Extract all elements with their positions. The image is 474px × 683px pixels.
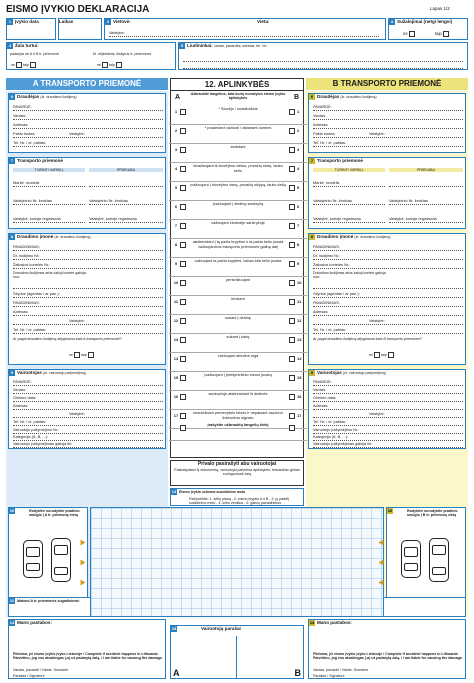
circumstance-row bbox=[169, 315, 307, 334]
column-label-b: B bbox=[293, 94, 299, 101]
row-number-b: 4 bbox=[297, 166, 300, 171]
circumstance-label: sukant į kairę bbox=[226, 334, 250, 339]
row-number-a: 2 bbox=[174, 128, 178, 133]
row-number-a: 3 bbox=[174, 147, 178, 152]
section-7-vehicle-b: 7 Transporto priemonė TURINTI VARIKLĮ PRIEKABA Markė, modelis Valstybinio Nr. ženklas Valstybinio Nr. ženklas Valstybė, kurioje registruota Valstybė, kurioje registruota bbox=[308, 157, 466, 229]
circumstance-b-checkbox[interactable] bbox=[289, 109, 295, 115]
section-12-title: 12. APLINKYBĖS bbox=[171, 79, 303, 91]
column-label-a: A bbox=[175, 94, 181, 101]
row-number-a: 7 bbox=[174, 223, 178, 228]
circumstance-a-checkbox[interactable] bbox=[180, 337, 186, 343]
row-number-b: 16 bbox=[297, 394, 302, 399]
row-number-a: 13 bbox=[173, 337, 179, 342]
row-number-b: 12 bbox=[297, 318, 302, 323]
circumstance-label: važiuojant atbuline eiga bbox=[217, 353, 259, 358]
circumstance-a-checkbox[interactable] bbox=[180, 318, 186, 324]
impact-arrow-icon[interactable] bbox=[81, 540, 86, 546]
circumstances-list bbox=[169, 106, 307, 446]
impact-arrow-icon[interactable] bbox=[379, 540, 384, 546]
row-number-a: 10 bbox=[173, 280, 179, 285]
row-number-a: 12 bbox=[173, 318, 179, 323]
circumstance-a-checkbox[interactable] bbox=[180, 413, 186, 419]
circumstance-a-checkbox[interactable] bbox=[180, 375, 186, 381]
covered-a-no-checkbox[interactable] bbox=[74, 352, 80, 358]
damage-other-yes-checkbox[interactable] bbox=[30, 62, 36, 68]
circumstance-label: įvažiuojant į priešpriešinio eismo juostą bbox=[204, 372, 272, 377]
covered-a-yes-checkbox[interactable] bbox=[88, 352, 94, 358]
section-10-impact-b: 10 Rodyklėe nurodykite pradinio smūgio į B tr. priemonę vietą bbox=[386, 507, 466, 613]
circumstance-b-checkbox[interactable] bbox=[289, 280, 295, 286]
circumstance-b-checkbox[interactable] bbox=[289, 261, 295, 267]
field-date[interactable]: 1 Įvykio data bbox=[6, 18, 56, 40]
circumstance-row bbox=[169, 239, 307, 258]
row-number-b: 3 bbox=[297, 147, 300, 152]
circumstance-a-checkbox[interactable] bbox=[180, 109, 186, 115]
circumstance-b-checkbox[interactable] bbox=[289, 242, 295, 248]
row-number-a: 14 bbox=[173, 356, 179, 361]
damage-objects-no-checkbox[interactable] bbox=[102, 62, 108, 68]
truck-top-view-b[interactable] bbox=[429, 538, 449, 582]
circumstance-label: važiuojant ta pačia kryptimi, tačiau kita kelio juosta bbox=[194, 258, 282, 263]
row-number-a: 6 bbox=[174, 204, 178, 209]
car-top-view-b[interactable] bbox=[401, 540, 421, 578]
circumstance-label: nesuteikiant pirmenybės teisės ir nepaisant raudono šviesoforo signalo bbox=[193, 410, 283, 420]
circumstance-row bbox=[169, 296, 307, 315]
covered-b-yes-checkbox[interactable] bbox=[388, 352, 394, 358]
circumstance-a-checkbox[interactable] bbox=[180, 280, 186, 286]
circumstance-b-checkbox[interactable] bbox=[289, 318, 295, 324]
circumstance-row bbox=[169, 163, 307, 182]
section-9-driver-b: 9 Vairuotojas (žr. vairuotojo pažymėjimą) PAVARDĖ: Vardas: Gimimo data: Adresas: Valstybė: Tel. Nr. / el. paštas: Vairuotojo pažymėjimo Nr.: Kategorija (A, B, ...): Vairuotojo pažymėjimas galioja iki: bbox=[308, 369, 466, 449]
circumstance-b-checkbox[interactable] bbox=[289, 166, 295, 172]
field-witnesses[interactable]: 5 Liudininkai: vardai, pavardės, adresai, tel. Nr.: bbox=[178, 42, 468, 70]
row-number-a: 5 bbox=[174, 185, 178, 190]
row-number-a: 16 bbox=[173, 394, 179, 399]
page-number: Lapas 1/2 bbox=[430, 6, 450, 11]
circumstance-row bbox=[169, 422, 307, 441]
circumstance-a-checkbox[interactable] bbox=[180, 223, 186, 229]
row-number-a: 9 bbox=[174, 261, 178, 266]
circumstance-a-checkbox[interactable] bbox=[180, 261, 186, 267]
circumstance-b-checkbox[interactable] bbox=[289, 223, 295, 229]
row-number-b: 10 bbox=[297, 280, 302, 285]
truck-top-view-a[interactable] bbox=[51, 538, 71, 582]
circumstance-a-checkbox[interactable] bbox=[180, 394, 186, 400]
section-8-insurer-a: 8 Draudimo įmonė (žr. draudimo liudijimą) PAVADINIMAS: Dr. liudijimo Nr.: Žaliosios kortelės Nr.: Draudimo liudijimas arba žalioji kortelė galioja nuo: Skyrius (agentas / ar pan.): PAVADINIMAS: Adresas: Valstybė: Tel. Nr. / el. paštas: Ar pagal draudimo liudijimą atlyginama žala A transporto priemonei? ne taip bbox=[8, 233, 166, 365]
impact-arrow-icon[interactable] bbox=[379, 580, 384, 586]
signature-notice: Privalo pasirašyti abu vairuotojai Pasirašydami šį dokumentą, vairuotojai patvirtina aplinkybes, teisiančias geriau suringuotuoti žalą bbox=[170, 460, 304, 486]
circumstance-a-checkbox[interactable] bbox=[180, 128, 186, 134]
field-time[interactable]: Laikas bbox=[58, 18, 102, 40]
row-number-b: 9 bbox=[297, 261, 300, 266]
row-number-a: 15 bbox=[173, 375, 179, 380]
covered-b-no-checkbox[interactable] bbox=[374, 352, 380, 358]
circumstance-b-checkbox[interactable] bbox=[289, 413, 295, 419]
row-number-b: 1 bbox=[297, 109, 300, 114]
section-6-policyholder-b: 6 Draudėjas (žr. draudimo liudijimą) PAVARDĖ: Vardas: Adresas: Pašto kodas: Valstybė: Tel. Nr. / el. paštas: bbox=[308, 93, 466, 153]
circumstance-a-checkbox[interactable] bbox=[180, 242, 186, 248]
circumstance-row bbox=[169, 353, 307, 372]
circumstance-label: * Stovėjo / sustabdžius bbox=[218, 106, 258, 111]
circumstance-label: įrašykite užbrauktų langelių kiekį bbox=[207, 422, 269, 428]
circumstance-row bbox=[169, 277, 307, 296]
injuries-no-checkbox[interactable] bbox=[409, 31, 415, 37]
field-property-damage: 4 Žala turtui: padaryta ne A ir B tr. priemonei M. objektams, išskyrus tr. priemones ne taip ne taip bbox=[6, 42, 176, 70]
circumstance-row bbox=[169, 125, 307, 144]
circumstance-label: važiuojant žiedinėje sankryžoje bbox=[211, 220, 265, 225]
row-number-a: 4 bbox=[174, 166, 178, 171]
row-number-a: 17 bbox=[173, 413, 179, 418]
circumstance-row bbox=[169, 144, 307, 163]
signature-a[interactable]: A bbox=[171, 636, 237, 678]
section-13-sketch-header: 13 Eismo įvykio schema susidūrimo metu Pažymėkite: 1. kelių planą - 2. eismo kryptis A ir B - 3. jų padėtį susidūrimo metu - 4. kelio ženklus - 5. gatvių pavadinimus bbox=[170, 488, 304, 506]
accident-sketch-canvas[interactable] bbox=[90, 507, 384, 617]
car-top-view-a[interactable] bbox=[23, 540, 43, 578]
circumstance-label: persirikiuojant bbox=[225, 277, 250, 282]
circumstance-b-checkbox[interactable] bbox=[289, 147, 295, 153]
row-number-b: 7 bbox=[297, 223, 300, 228]
row-number-b: 8 bbox=[297, 242, 300, 247]
section-12-circumstances: 12. APLINKYBĖS A B Užbraukite langelius, žala kurių nurodytos eismo įvykio aplinkybės 1 * Stovėjo / sustabdžius 1 2 * pradedant važiuoti / atidarant dureles 2 3 stabdant 3 4 išvažiuojant iš stovėjimo vietos, privačių stotų, lauko kelio 4 5 įvažiuojant į stovėjimo vietą, privačių sklypą, lauko kelią 5 6 įvažiuojant į žiedinę sankryžą 6 7 važiuojant žiedinėje sankryžoje 7 8 atsitrenkiant į tą pačia kryptimi ir ta pačia kelio juosta važiuojančios transporto priemonės galinę dalį 8 9 važiuojant ta pačia kryptimi, tačiau kita kelio juosta 9 10 persirikiuojant 10 11 lenkiant 11 12 sukant į dešinę 12 13 sukant į kairę 13 14 važiuojant atbuline eiga 14 15 įvažiuojant į priešpriešinio eismo juostą 15 16 sankryžoje atsitrenkiant iš dešinės 16 17 nesuteikiant pirmenybės teisės ir nepaisant raudono šviesoforo signalo 17 įrašykite užbrauktų langelių kiekį bbox=[170, 78, 304, 458]
circumstance-b-checkbox[interactable] bbox=[289, 337, 295, 343]
field-location[interactable]: 2 Vietovė: Vieta: Valstybė: bbox=[104, 18, 386, 40]
row-number-a: 1 bbox=[174, 109, 178, 114]
section-9-driver-a: 9 Vairuotojas (žr. vairuotojo pažymėjimą) PAVARDĖ: Vardas: Gimimo data: Adresas: Valstybė: Tel. Nr. / el. paštas: Vairuotojo pažymėjimo Nr.: Kategorija (A, B, ...): Vairuotojo pažymėjimas galioja iki: bbox=[8, 369, 166, 449]
row-number-b: 13 bbox=[297, 337, 302, 342]
circumstance-label: lenkiant bbox=[231, 296, 245, 301]
circumstance-a-checkbox[interactable] bbox=[180, 185, 186, 191]
row-number-a: 11 bbox=[173, 299, 179, 304]
circumstance-b-checkbox[interactable] bbox=[289, 185, 295, 191]
damage-other-no-checkbox[interactable] bbox=[16, 62, 22, 68]
impact-arrow-icon[interactable] bbox=[379, 560, 384, 566]
row-number-b: 15 bbox=[297, 375, 302, 380]
row-number-b: 11 bbox=[297, 299, 302, 304]
circumstance-b-checkbox[interactable] bbox=[289, 425, 295, 431]
field-injuries: 3 Sužalojimai (netgi lengvi) ne taip bbox=[388, 18, 468, 40]
circumstance-b-checkbox[interactable] bbox=[289, 356, 295, 362]
row-number-b: 2 bbox=[297, 128, 300, 133]
circumstance-label: * pradedant važiuoti / atidarant dureles bbox=[204, 125, 272, 130]
circumstance-a-checkbox[interactable] bbox=[180, 147, 186, 153]
document-title: EISMO ĮVYKIO DEKLARACIJA bbox=[6, 4, 150, 15]
circumstance-a-checkbox[interactable] bbox=[180, 299, 186, 305]
circumstance-row bbox=[169, 334, 307, 353]
circumstance-row bbox=[169, 258, 307, 277]
circumstance-b-checkbox[interactable] bbox=[289, 394, 295, 400]
circumstance-label: sukant į dešinę bbox=[225, 315, 251, 320]
circumstance-a-checkbox[interactable] bbox=[180, 356, 186, 362]
section-15-signatures: 15 Vairuotojų parašai A B bbox=[170, 625, 304, 679]
circumstance-label: išvažiuojant iš stovėjimo vietos, privačių stotų, lauko kelio bbox=[193, 163, 283, 173]
circumstance-label: įvažiuojant į stovėjimo vietą, privačių sklypą, lauko kelią bbox=[190, 182, 286, 187]
impact-arrow-icon[interactable] bbox=[81, 580, 86, 586]
damage-objects-yes-checkbox[interactable] bbox=[116, 62, 122, 68]
section-14-remarks-b[interactable]: 14 Mano pastabos: Pildoma, jei eismo įvykis įvyko Lietuvoje / Complete if accident happens in Lithuania: Patvirtinu, jog esu atsakingas (-a) už padarytą žalą, / I am liable for causing the damage. Vardas, pavardė / Name, Surname Parašas / Signature bbox=[308, 619, 466, 679]
circumstance-row bbox=[169, 106, 307, 125]
section-14-remarks-a[interactable]: 14 Mano pastabos: Pildoma, jei eismo įvykis įvyko Lietuvoje / Complete if accident happens in Lithuania: Patvirtinu, jog esu atsakingas (-a) už padarytą žalą, / I am liable for causing the damage. Vardas, pavardė / Name, Surname Parašas / Signature bbox=[8, 619, 166, 679]
circumstance-b-checkbox[interactable] bbox=[289, 128, 295, 134]
circumstance-b-checkbox[interactable] bbox=[289, 299, 295, 305]
circumstance-label: atsitrenkiant į tą pačia kryptimi ir ta pačia kelio juosta važiuojančios transporto priemonės galinę dalį bbox=[192, 239, 284, 249]
circumstance-row bbox=[169, 391, 307, 410]
section-8-insurer-b: 8 Draudimo įmonė (žr. draudimo liudijimą) PAVADINIMAS: Dr. liudijimo Nr.: Žaliosios kortelės Nr.: Draudimo liudijimas arba žalioji kortelė galioja nuo: Skyrius (agentas / ar pan.): PAVADINIMAS: Adresas: Valstybė: Tel. Nr. / el. paštas: Ar pagal draudimo liudijimą atlyginama žala B transporto priemonei? ne taip bbox=[308, 233, 466, 365]
circumstance-label: įvažiuojant į žiedinę sankryžą bbox=[212, 201, 264, 206]
circumstance-label: stabdant bbox=[230, 144, 246, 149]
circumstance-a-checkbox[interactable] bbox=[180, 166, 186, 172]
circumstance-row bbox=[169, 182, 307, 201]
side-a-header: A TRANSPORTO PRIEMONĖ bbox=[6, 78, 168, 90]
circumstance-b-checkbox[interactable] bbox=[289, 375, 295, 381]
section-number: 1 bbox=[8, 19, 12, 24]
side-b-header: B TRANSPORTO PRIEMONĖ bbox=[306, 78, 468, 90]
circumstance-label: sankryžoje atsitrenkiant iš dešinės bbox=[208, 391, 268, 396]
injuries-yes-checkbox[interactable] bbox=[443, 31, 449, 37]
circumstance-row bbox=[169, 372, 307, 391]
row-number-b: 6 bbox=[297, 204, 300, 209]
impact-arrow-icon[interactable] bbox=[81, 560, 86, 566]
circumstance-row bbox=[169, 201, 307, 220]
section-7-vehicle-a: 7 Transporto priemonė TURINTI VARIKLĮ PRIEKABA Markė, modelis Valstybinio Nr. ženklas Valstybinio Nr. ženklas Valstybė, kurioje registruota Valstybė, kurioje registruota bbox=[8, 157, 166, 229]
circumstance-a-checkbox[interactable] bbox=[180, 204, 186, 210]
section-11-visible-damage-a[interactable]: 11 Matomi A tr. priemonės sugadinimai: bbox=[8, 597, 166, 617]
circumstance-a-checkbox[interactable] bbox=[180, 425, 186, 431]
row-number-b: 14 bbox=[297, 356, 302, 361]
signature-b[interactable]: B bbox=[294, 668, 301, 678]
circumstance-b-checkbox[interactable] bbox=[289, 204, 295, 210]
section-6-policyholder-a: 6 Draudėjas (žr. draudimo liudijimą) PAVARDĖ: Vardas: Adresas: Pašto kodas: Valstybė: Tel. Nr. / el. paštas: bbox=[8, 93, 166, 153]
row-number-b: 5 bbox=[297, 185, 300, 190]
section-10-impact-a: 10 Rodyklėe nurodykite pradinio smūgio į A tr. priemonę vietą bbox=[8, 507, 88, 613]
row-number-b: 17 bbox=[297, 413, 302, 418]
row-number-a: 8 bbox=[174, 242, 178, 247]
circumstance-row bbox=[169, 220, 307, 239]
